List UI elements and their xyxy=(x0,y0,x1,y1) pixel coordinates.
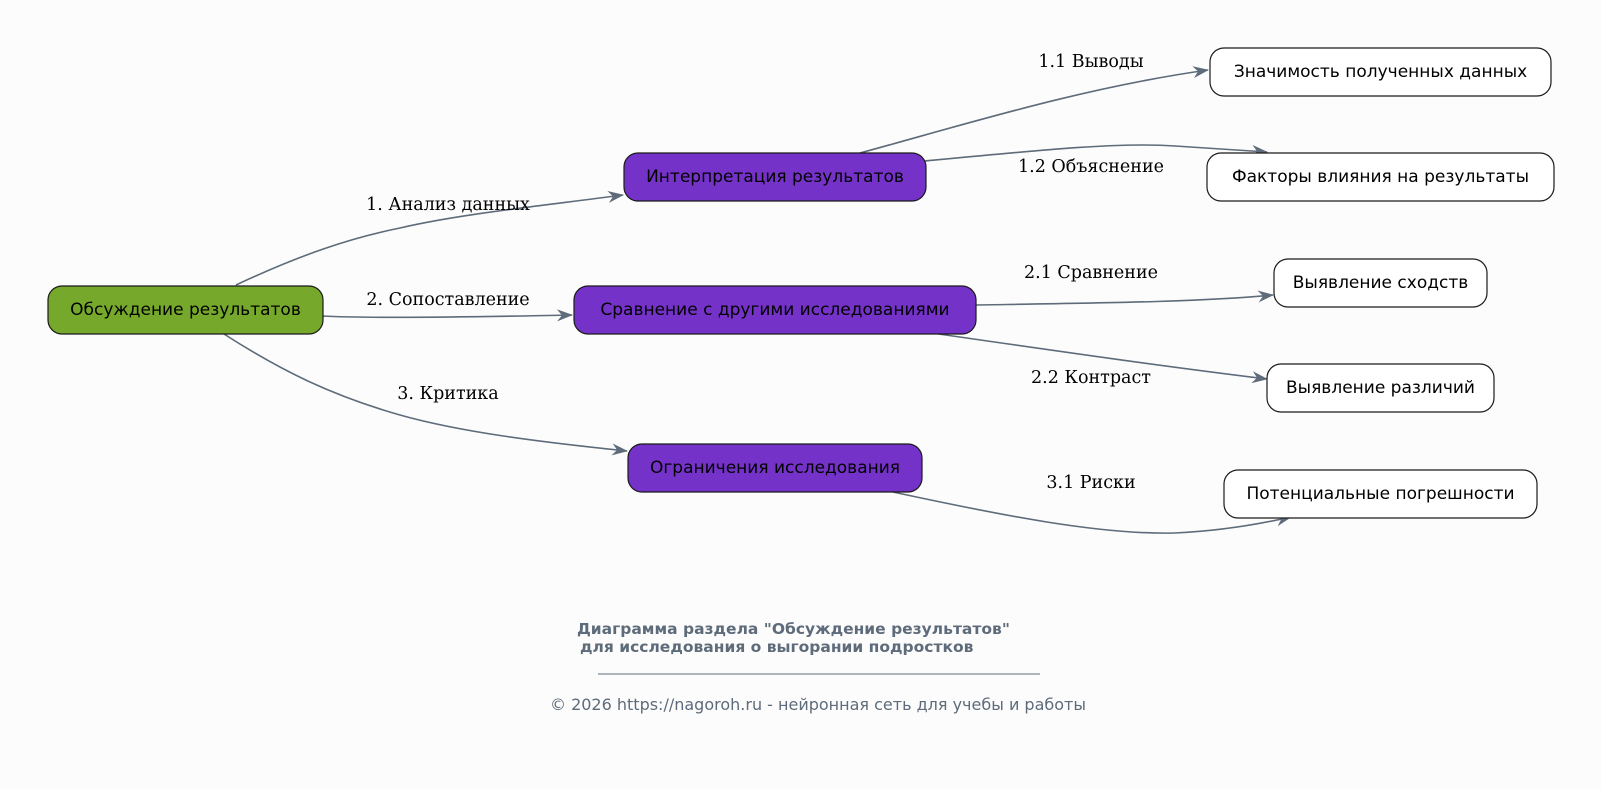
node-factors[interactable] xyxy=(1207,153,1554,201)
node-errors[interactable] xyxy=(1224,470,1537,518)
edge-label-explanation: 1.2 Объяснение xyxy=(1018,157,1164,177)
node-interpretation[interactable] xyxy=(624,153,926,201)
edge-label-contrast: 2.2 Контраст xyxy=(1031,368,1151,388)
node-root-label: Обсуждение результатов xyxy=(70,300,301,320)
node-root[interactable] xyxy=(48,286,323,334)
node-limitations[interactable] xyxy=(628,444,922,492)
node-comparison[interactable] xyxy=(574,286,976,334)
edge-label-critique: 3. Критика xyxy=(397,384,499,404)
node-differences[interactable] xyxy=(1267,364,1494,412)
node-significance[interactable] xyxy=(1210,48,1551,96)
footer-copyright: © 2026 https://nagoroh.ru - нейронная сеть для учебы и работы xyxy=(549,695,1087,714)
node-significance-label: Значимость полученных данных xyxy=(1233,62,1528,82)
edge-label-matching: 2. Сопоставление xyxy=(366,290,530,310)
caption-line-1: Диаграмма раздела "Обсуждение результатов" xyxy=(577,620,1010,638)
node-factors-label: Факторы влияния на результаты xyxy=(1231,167,1530,187)
node-interpretation-label: Интерпретация результатов xyxy=(646,167,904,187)
edge-root-comparison xyxy=(322,315,572,317)
node-similarities[interactable] xyxy=(1274,259,1487,307)
node-similarities-label: Выявление сходств xyxy=(1292,273,1469,293)
edge-comparison-similarities xyxy=(975,295,1273,305)
edge-label-comparison: 2.1 Сравнение xyxy=(1024,263,1158,283)
edge-label-analysis: 1. Анализ данных xyxy=(366,195,530,215)
edge-labels xyxy=(366,52,1164,493)
node-comparison-label: Сравнение с другими исследованиями xyxy=(600,300,950,320)
edge-label-risks: 3.1 Риски xyxy=(1046,473,1136,493)
edge-label-conclusions: 1.1 Выводы xyxy=(1038,52,1144,72)
node-limitations-label: Ограничения исследования xyxy=(649,458,901,478)
caption-line-2: для исследования о выгорании подростков xyxy=(580,638,974,656)
node-differences-label: Выявление различий xyxy=(1286,378,1475,398)
caption xyxy=(550,620,1086,714)
edge-interpretation-significance xyxy=(860,70,1208,153)
node-errors-label: Потенциальные погрешности xyxy=(1246,484,1515,504)
